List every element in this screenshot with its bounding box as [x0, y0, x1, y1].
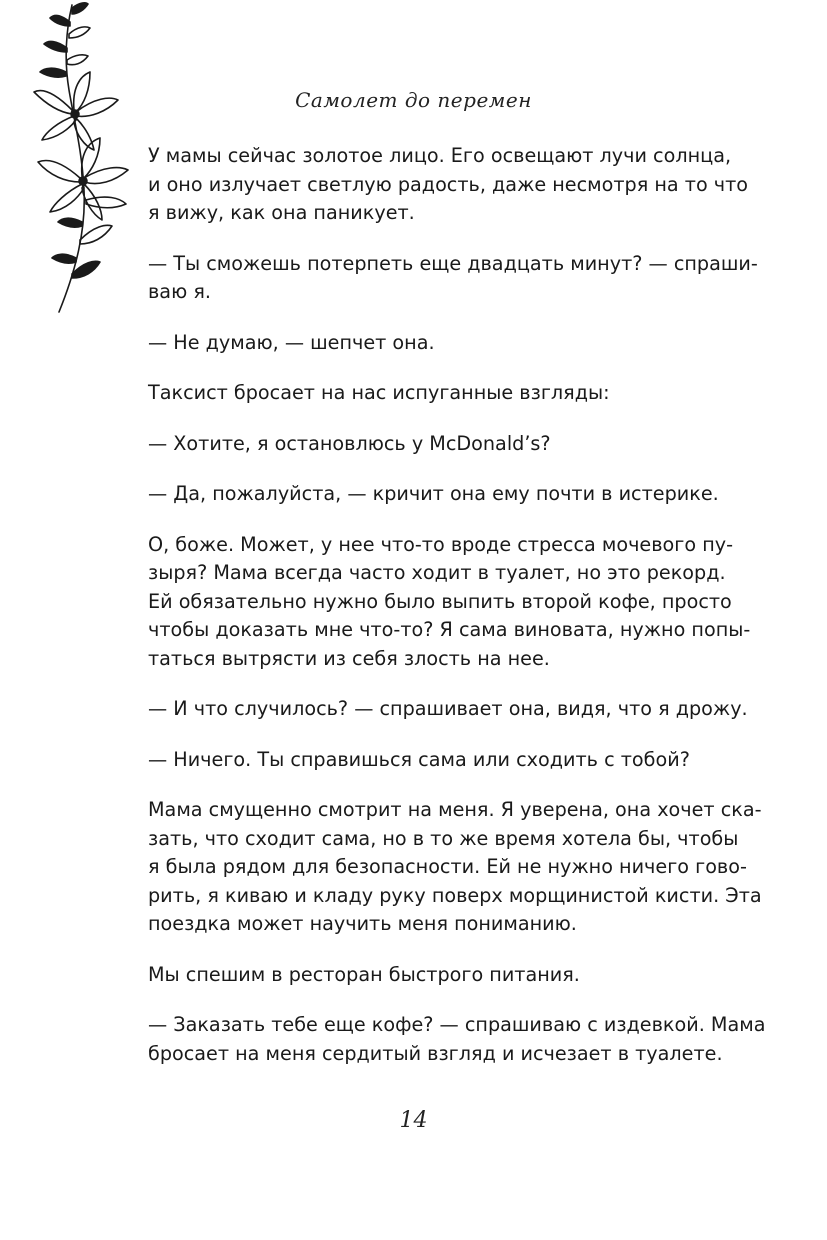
text-line: рить, я киваю и кладу руку поверх морщинистой кисти. Эта	[148, 883, 762, 907]
paragraph	[148, 142, 749, 228]
text-line: я была рядом для безопасности. Ей не нужно ничего гово-	[148, 855, 747, 878]
paragraph	[148, 430, 710, 459]
text-line: зыря? Мама всегда часто ходит в туалет, но это рекорд.	[148, 561, 726, 584]
running-title: Самолет до перемен	[295, 88, 532, 112]
text-line: таться вытрясти из себя злость на нее.	[148, 646, 550, 670]
paragraph	[148, 480, 719, 509]
text-line: Ей обязательно нужно было выпить второй кофе, просто	[148, 589, 732, 613]
text-line: поездка может научить меня пониманию.	[148, 912, 577, 935]
text-line: ваю я.	[148, 280, 211, 303]
page-body	[148, 142, 766, 1090]
text-line: зать, что сходит сама, но в то же время хотела бы, чтобы	[148, 826, 739, 850]
paragraph	[148, 531, 751, 674]
paragraph	[148, 379, 710, 408]
text-line: бросает на меня сердитый взгляд и исчезает в туалете.	[148, 1041, 723, 1065]
floral-branch-icon	[14, 0, 144, 320]
paragraph	[148, 695, 748, 724]
text-line: — Да, пожалуйста, — кричит она ему почти в истерике.	[148, 482, 719, 505]
text-line: — Заказать тебе еще кофе? — спрашиваю с издевкой. Мама	[148, 1013, 766, 1036]
paragraph	[148, 329, 710, 358]
paragraph	[148, 796, 762, 939]
paragraph	[148, 1011, 766, 1068]
text-line: — Хотите, я остановлюсь у McDonald’s?	[148, 431, 551, 455]
paragraph	[148, 961, 710, 990]
text-line: чтобы доказать мне что-то? Я сама виновата, нужно попы-	[148, 618, 751, 641]
text-line: — Ты сможешь потерпеть еще двадцать минут? — спраши-	[148, 251, 758, 275]
text-line: О, боже. Может, у нее что-то вроде стресса мочевого пу-	[148, 532, 734, 556]
text-line: я вижу, как она паникует.	[148, 201, 415, 224]
paragraph	[148, 746, 710, 775]
text-line: У мамы сейчас золотое лицо. Его освещают лучи солнца,	[148, 144, 732, 167]
text-line: и оно излучает светлую радость, даже несмотря на то что	[148, 172, 749, 196]
text-line: Таксист бросает на нас испуганные взгляды:	[148, 381, 610, 404]
text-line: Мама смущенно смотрит на меня. Я уверена, она хочет ска-	[148, 798, 762, 821]
text-line: — И что случилось? — спрашивает она, видя, что я дрожу.	[148, 697, 748, 720]
page-number: 14	[399, 1108, 428, 1133]
text-line: — Ничего. Ты справишься сама или сходить с тобой?	[148, 747, 690, 771]
paragraph	[148, 250, 758, 307]
text-line: Мы спешим в ресторан быстрого питания.	[148, 962, 580, 986]
text-line: — Не думаю, — шепчет она.	[148, 330, 435, 354]
